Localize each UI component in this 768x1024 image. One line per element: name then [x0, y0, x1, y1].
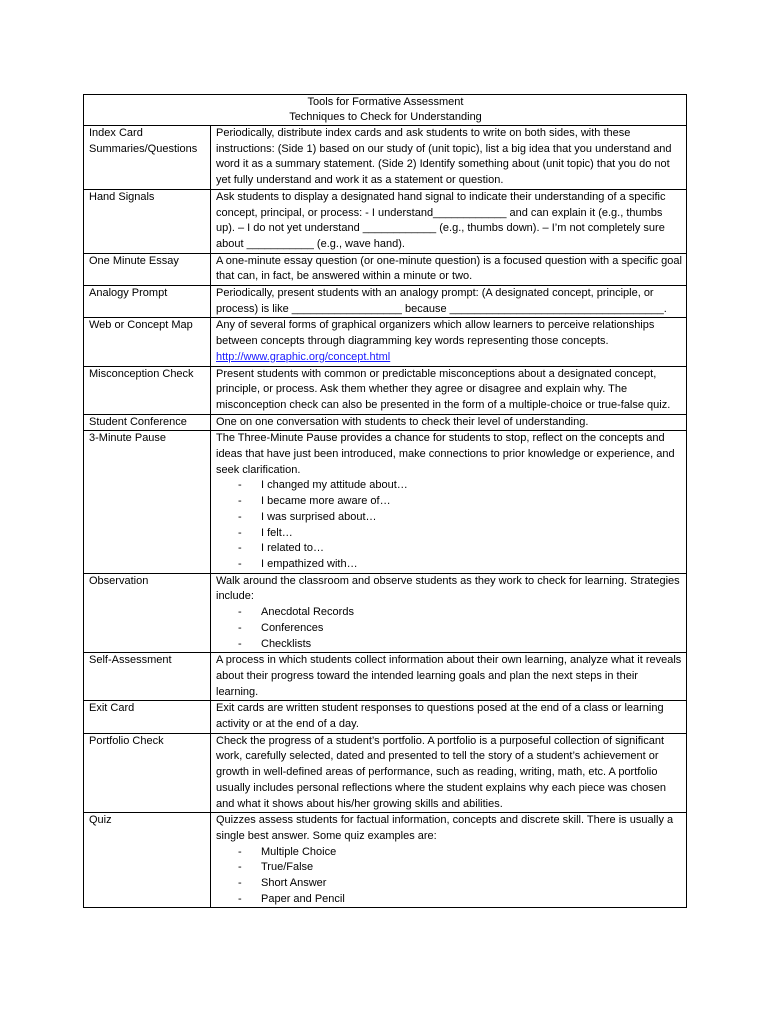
list-item-text: Short Answer	[261, 877, 327, 890]
table-title-row	[84, 95, 687, 126]
technique-name: Exit Card	[84, 701, 211, 733]
title-line-2: Techniques to Check for Understanding	[289, 111, 482, 123]
technique-name: Self-Assessment	[84, 653, 211, 701]
list-item-text: I was surprised about…	[261, 510, 377, 523]
table-title	[84, 95, 687, 126]
bullet-list	[216, 845, 682, 908]
list-item-text: Paper and Pencil	[261, 892, 345, 905]
technique-description: Quizzes assess students for factual information, concepts and discrete skill. There is usually a single best answer. Some quiz examples are:	[216, 814, 674, 842]
list-item-text: Anecdotal Records	[261, 606, 354, 619]
technique-description-cell	[211, 573, 687, 653]
technique-description: A one-minute essay question (or one-minute question) is a focused question with a specific goal that can, in fact, be answered within a minute or two.	[216, 254, 682, 283]
technique-description: Present students with common or predictable misconceptions about a designated concept, principle, or process. Ask them whether they agree or disagree and explain why. The misconception check can also be presented in the form of a multiple-choice or true-false quiz.	[216, 367, 671, 411]
table-row	[84, 189, 687, 253]
dash-bullet-icon: -	[238, 606, 242, 619]
list-item	[216, 892, 682, 908]
list-item-text: I became more aware of…	[261, 495, 391, 508]
technique-description: Periodically, present students with an analogy prompt: (A designated concept, principle, or process) is like __________________ because ___________________________________.	[216, 287, 667, 315]
technique-description-cell	[211, 414, 687, 431]
table-row	[84, 701, 687, 733]
technique-description-cell	[211, 701, 687, 733]
technique-description-cell	[211, 253, 687, 285]
technique-description: Exit cards are written student responses to questions posed at the end of a class or learning activity or at the end of a day.	[216, 702, 664, 731]
dash-bullet-icon: -	[238, 845, 242, 858]
dash-bullet-icon: -	[238, 542, 242, 555]
table-row	[84, 573, 687, 653]
technique-name: Quiz	[84, 813, 211, 908]
table-row	[84, 253, 687, 285]
technique-name: Hand Signals	[84, 189, 211, 253]
technique-description-cell	[211, 189, 687, 253]
dash-bullet-icon: -	[238, 621, 242, 634]
list-item	[216, 621, 682, 637]
table-row	[84, 414, 687, 431]
bullet-list	[216, 478, 682, 572]
list-item	[216, 605, 682, 621]
list-item	[216, 557, 682, 573]
technique-description: The Three-Minute Pause provides a chance for students to stop, reflect on the concepts and ideas that have just been introduced, make connections to prior knowledge or experience, and seek clarification.	[216, 432, 675, 476]
dash-bullet-icon: -	[238, 892, 242, 905]
dash-bullet-icon: -	[238, 479, 242, 492]
technique-name: Web or Concept Map	[84, 318, 211, 366]
list-item	[216, 494, 682, 510]
table-row	[84, 431, 687, 573]
technique-description-cell	[211, 366, 687, 414]
technique-name: 3-Minute Pause	[84, 431, 211, 573]
technique-description: Check the progress of a student’s portfolio. A portfolio is a purposeful collection of significant work, carefully selected, dated and presented to tell the story of a student’s achievement or growth in well-defined areas of performance, such as reading, writing, math, etc. A portfolio usually includes personal reflections where the student explains why each piece was chosen and what it shows about his/her growing skills and abilities.	[216, 734, 667, 810]
list-item-text: Multiple Choice	[261, 845, 337, 858]
list-item	[216, 541, 682, 557]
assessment-table	[83, 94, 687, 908]
table-row	[84, 813, 687, 908]
technique-name: Analogy Prompt	[84, 286, 211, 318]
dash-bullet-icon: -	[238, 526, 242, 539]
technique-name: Observation	[84, 573, 211, 653]
dash-bullet-icon: -	[238, 877, 242, 890]
technique-description-cell	[211, 653, 687, 701]
technique-description-cell	[211, 813, 687, 908]
dash-bullet-icon: -	[238, 637, 242, 650]
list-item	[216, 845, 682, 861]
technique-description: Walk around the classroom and observe students as they work to check for learning. Strategies include:	[216, 574, 680, 603]
table-row	[84, 126, 687, 190]
technique-description-cell	[211, 286, 687, 318]
technique-description-cell	[211, 318, 687, 366]
bullet-list	[216, 605, 682, 652]
technique-description-cell	[211, 126, 687, 190]
list-item-text: I empathized with…	[261, 557, 358, 570]
list-item-text: Checklists	[261, 637, 312, 650]
technique-name: One Minute Essay	[84, 253, 211, 285]
table-row	[84, 318, 687, 366]
title-line-1: Tools for Formative Assessment	[307, 96, 464, 108]
technique-name: Misconception Check	[84, 366, 211, 414]
dash-bullet-icon: -	[238, 861, 242, 874]
list-item	[216, 876, 682, 892]
table-row	[84, 653, 687, 701]
table-row	[84, 733, 687, 813]
technique-description: Ask students to display a designated hand signal to indicate their understanding of a specific concept, principal, or process: - I understand____________ and can explain it (e.g., thumbs up). – I do not yet understand ____________ (e.g., thumbs down). – I’m not completely sure about ___________ (e.g., wave hand).	[216, 190, 666, 250]
technique-name: Index Card Summaries/Questions	[84, 126, 211, 190]
technique-description-cell	[211, 431, 687, 573]
technique-description: One on one conversation with students to check their level of understanding.	[216, 415, 589, 428]
technique-name: Portfolio Check	[84, 733, 211, 813]
technique-description-cell	[211, 733, 687, 813]
dash-bullet-icon: -	[238, 510, 242, 523]
dash-bullet-icon: -	[238, 495, 242, 508]
list-item-text: I changed my attitude about…	[261, 479, 408, 492]
technique-description: A process in which students collect information about their own learning, analyze what it reveals about their progress toward the intended learning goals and plan the next steps in their learning.	[216, 654, 682, 698]
list-item	[216, 478, 682, 494]
list-item	[216, 637, 682, 653]
table-row	[84, 286, 687, 318]
list-item	[216, 860, 682, 876]
list-item-text: True/False	[261, 861, 314, 874]
dash-bullet-icon: -	[238, 557, 242, 570]
technique-description: Any of several forms of graphical organizers which allow learners to perceive relationships between concepts through diagramming key words representing those concepts.	[216, 319, 655, 348]
table-row	[84, 366, 687, 414]
technique-name: Student Conference	[84, 414, 211, 431]
technique-description: Periodically, distribute index cards and ask students to write on both sides, with these instructions: (Side 1) based on our study of (unit topic), list a big idea that you understand and word it as a summary statement. (Side 2) Identify something about (unit topic) that you do not yet fully understand and work it as a statement or question.	[216, 127, 672, 187]
list-item	[216, 526, 682, 542]
list-item-text: I felt…	[261, 526, 293, 539]
list-item-text: Conferences	[261, 621, 324, 634]
list-item	[216, 510, 682, 526]
concept-map-link[interactable]: http://www.graphic.org/concept.html	[216, 350, 391, 363]
list-item-text: I related to…	[261, 542, 324, 555]
